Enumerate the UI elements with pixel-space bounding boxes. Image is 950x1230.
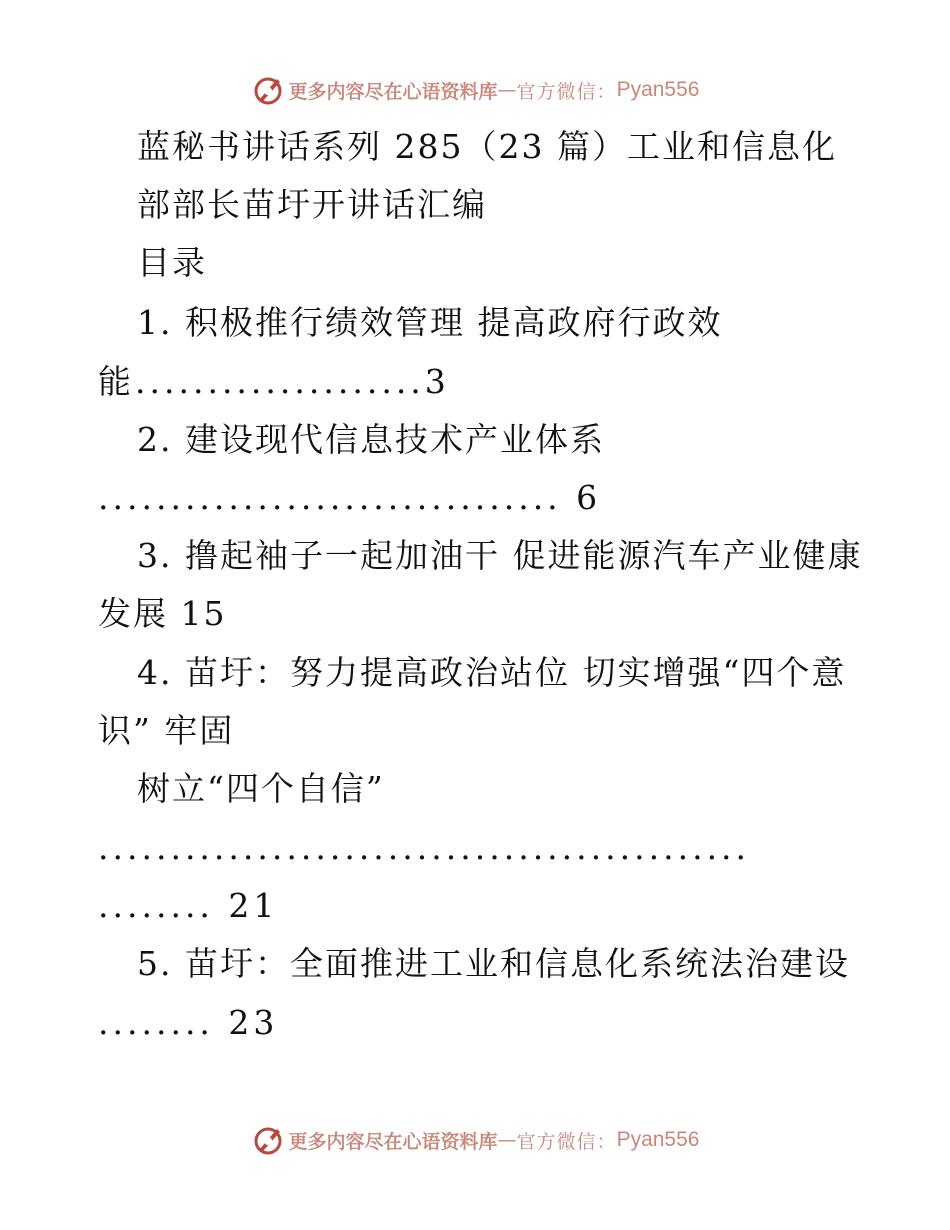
toc-heading: 目录 — [137, 243, 207, 282]
toc-item-5: 5. 苗圩：全面推进工业和信息化系统法治建设 — [137, 944, 850, 983]
toc-item-4-page: ........ 21 — [98, 886, 279, 925]
document-title-line-2: 部部长苗圩开讲话汇编 — [137, 185, 487, 224]
wechat-label: 官方微信： — [516, 1130, 617, 1153]
document-title-line-1: 蓝秘书讲话系列 285（23 篇）工业和信息化 — [137, 127, 837, 166]
toc-item-4-cont-2: 树立“四个自信” — [137, 769, 385, 808]
wechat-id: Pyan556 — [616, 78, 700, 101]
header-banner — [0, 70, 950, 110]
banner-content — [251, 1123, 700, 1157]
banner-text: 更多内容尽在心语资料库 — [288, 80, 498, 103]
toc-item-4-dots: ............................................. — [98, 828, 751, 867]
toc-item-2-page: ................................ 6 — [98, 478, 602, 517]
toc-item-5-page: ........ 23 — [98, 1003, 279, 1042]
banner-content — [251, 73, 700, 107]
wechat-label: 官方微信： — [516, 80, 617, 103]
footer-banner — [0, 1120, 950, 1160]
wechat-id: Pyan556 — [616, 1128, 700, 1151]
toc-item-2: 2. 建设现代信息技术产业体系 — [137, 420, 605, 459]
toc-item-3: 3. 撸起袖子一起加油干 促进能源汽车产业健康 — [137, 536, 863, 575]
banner-separator: — — [497, 79, 517, 101]
quill-logo-icon — [251, 1123, 285, 1157]
toc-item-1: 1. 积极推行绩效管理 提高政府行政效 — [137, 303, 723, 342]
banner-text: 更多内容尽在心语资料库 — [288, 1130, 498, 1153]
banner-separator: — — [497, 1129, 517, 1151]
toc-item-4-cont: 识” 牢固 — [98, 711, 235, 750]
quill-logo-icon — [251, 73, 285, 107]
toc-item-1-page: 能....................3 — [98, 362, 450, 401]
toc-item-4: 4. 苗圩：努力提高政治站位 切实增强“四个意 — [137, 653, 847, 692]
toc-item-3-page: 发展 15 — [98, 594, 227, 633]
